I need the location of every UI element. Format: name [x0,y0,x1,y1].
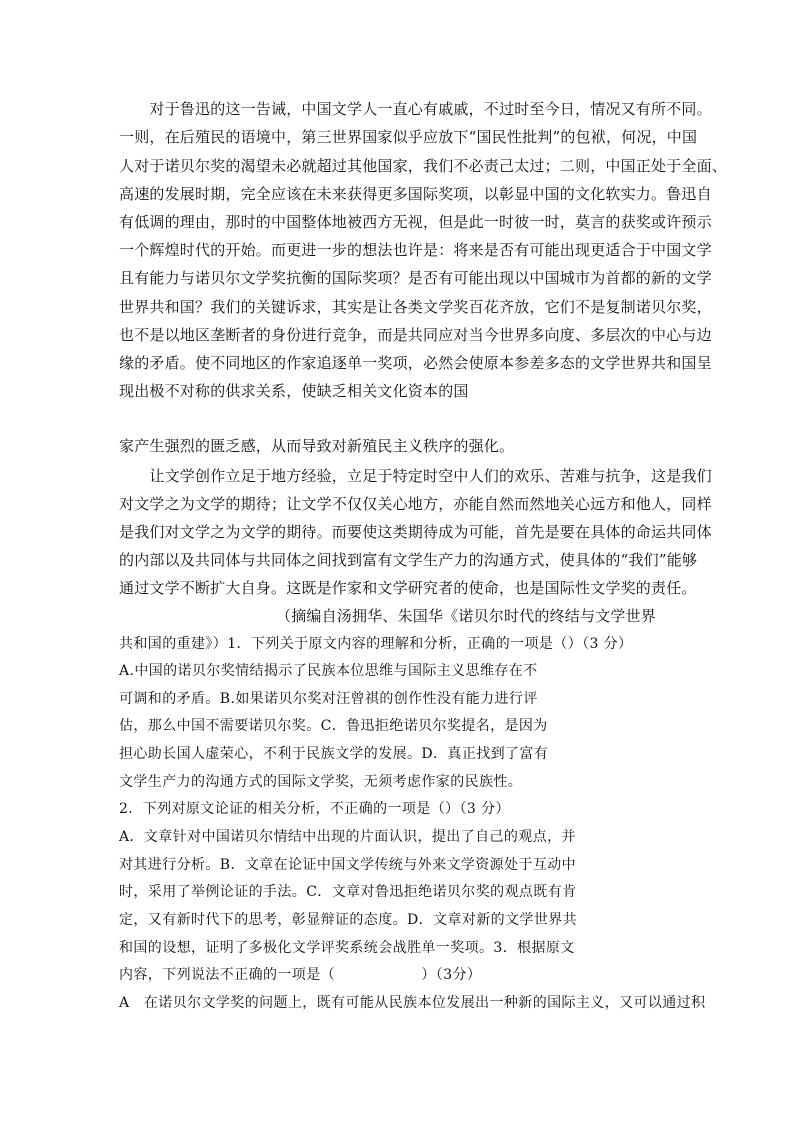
question-line-1: A.中国的诺贝尔奖情结揭示了民族本位思维与国际主义思维存在不 [119,663,538,679]
paragraph1-line-5: 有低调的理由，那时的中国整体地被西方无视，但是此一时彼一时，莫言的获奖或许预示 [119,213,712,231]
question-line-9: 时，采用了举例论证的手法。C．文章对鲁迅拒绝诺贝尔奖的观点既有肯 [119,884,577,900]
paragraph2-line-3: 是我们对文学之为文学的期待。而要使这类期待成为可能，首先是要在具体的命运共同体 [119,523,712,541]
source-citation-line-1: （摘编自汤拥华、朱国华《诺贝尔时代的终结与文学世界 [276,607,657,625]
paragraph1-line-10: 缘的矛盾。使不同地区的作家追逐单一奖项，必然会使原本参差多态的文学世界共和国呈 [119,354,712,372]
paragraph1-line-9: 也不是以地区垄断者的身份进行竞争，而是共同应对当今世界多向度、多层次的中心与边 [119,326,712,344]
paragraph1-line-1: 对于鲁迅的这一告诫，中国文学人一直心有戚戚，不过时至今日，情况又有所不同。 [119,100,712,118]
paragraph2-line-4: 的内部以及共同体与共同体之间找到富有文学生产力的沟通方式，使具体的“我们”能够 [119,551,698,569]
paragraph2-line-2: 对文学之为文学的期待；让文学不仅仅关心地方，亦能自然而然地关心远方和他人，同样 [119,495,712,513]
paragraph1-line-7: 且有能力与诺贝尔文学奖抗衡的国际奖项？是否有可能出现以中国城市为首都的新的文学 [119,269,712,287]
paragraph1-line-3: 人对于诺贝尔奖的渴望未必就超过其他国家，我们不必责己太过；二则，中国正处于全面、 [119,157,728,175]
question-line-5: 文学生产力的沟通方式的国际文学奖，无须考虑作家的民族性。 [119,774,523,790]
paragraph2-line-5: 通过文学不断扩大自身。这既是作家和文学研究者的使命，也是国际性文学奖的责任。 [119,579,697,597]
paragraph1-line-6: 一个辉煌时代的开始。而更进一步的想法也许是：将来是否有可能出现更适合于中国文学 [119,241,712,259]
question-line-10: 定，又有新时代下的思考，彰显辩证的态度。D．文章对新的文学世界共 [119,912,578,928]
question-line-7: A．文章针对中国诺贝尔情结中出现的片面认识，提出了自己的观点，并 [119,829,576,845]
question-line-12: 内容，下列说法不正确的一项是（ ）（3分） [119,967,482,983]
paragraph1-line-2: 一则，在后殖民的语境中，第三世界国家似乎应放下“国民性批判”的包袱，何况，中国 [119,128,698,146]
source-citation-line-2: 共和国的重建》）1．下列关于原文内容的理解和分析，正确的一项是（）（3 分） [119,636,633,652]
paragraph1-line-8: 世界共和国？我们的关键诉求，其实是让各类文学奖百花齐放，它们不是复制诺贝尔奖， [119,298,712,316]
question-line-6: 2．下列对原文论证的相关分析，不正确的一项是（）（3 分） [119,801,510,817]
paragraph1-tail: 家产生强烈的匮乏感，从而导致对新殖民主义秩序的强化。 [119,437,515,455]
question-line-8: 对其进行分析。B．文章在论证中国文学传统与外来文学资源处于互动中 [119,857,577,873]
paragraph1-line-4: 高速的发展时期，完全应该在未来获得更多国际奖项，以彰显中国的文化软实力。鲁迅自 [119,185,712,203]
question-line-4: 担心助长国人虚荣心，不利于民族文学的发展。D．真正找到了富有 [119,746,549,762]
paragraph2-line-1: 让文学创作立足于地方经验，立足于特定时空中人们的欢乐、苦难与抗争，这是我们 [119,467,712,485]
paragraph1-line-11: 现出极不对称的供求关系，使缺乏相关文化资本的国 [119,382,469,400]
question-line-11: 和国的设想，证明了多极化文学评奖系统会战胜单一奖项。3．根据原文 [119,940,575,956]
question-line-13: A 在诺贝尔文学奖的问题上，既有可能从民族本位发展出一种新的国际主义，又可以通过积 [119,995,706,1011]
question-line-3: 估，那么中国不需要诺贝尔奖。C．鲁迅拒绝诺贝尔奖提名，是因为 [119,718,548,734]
question-line-2: 可调和的矛盾。B.如果诺贝尔奖对汪曾祺的创作性没有能力进行评 [119,691,538,707]
